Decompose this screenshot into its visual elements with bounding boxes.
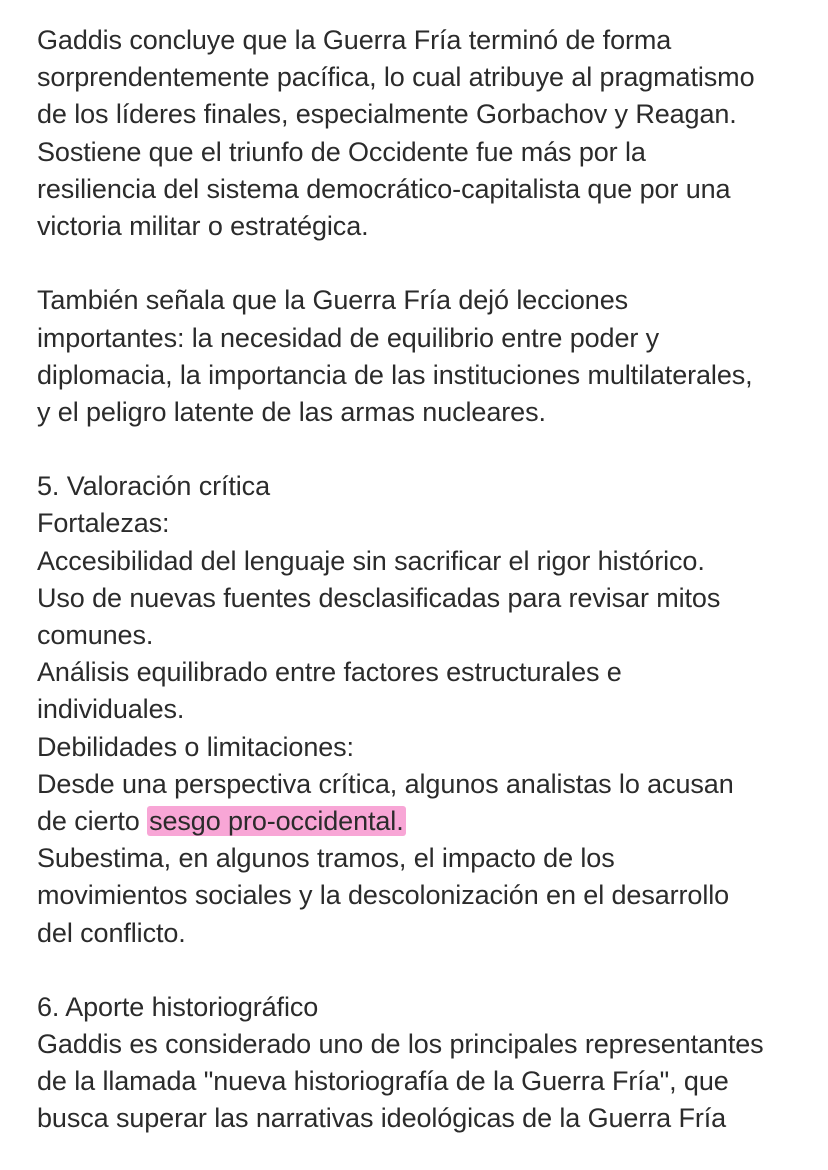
section-critical-assessment [37,468,817,951]
weaknesses-label: Debilidades o limitaciones: [37,731,354,762]
text-fragment: de cierto [37,805,148,836]
highlighted-text[interactable]: sesgo pro-occidental. [149,805,404,836]
text-line: Accesibilidad del lenguaje sin sacrificar el rigor histórico. [37,545,705,576]
section-heading: 6. Aporte historiográfico [37,991,319,1022]
paragraph-gap [37,431,817,468]
text-line: y el peligro latente de las armas nucleares. [37,396,546,427]
paragraph-gap [37,245,817,282]
text-line: Subestima, en algunos tramos, el impacto de los [37,843,615,874]
text-line: Uso de nuevas fuentes desclasificadas para revisar mitos [37,582,721,613]
paragraph-conclusion [37,22,817,245]
text-line: Desde una perspectiva crítica, algunos analistas lo acusan [37,768,734,799]
text-line: importantes: la necesidad de equilibrio entre poder y [37,322,660,353]
text-line: Análisis equilibrado entre factores estructurales e [37,657,622,688]
text-line: sorprendentemente pacífica, lo cual atribuye al pragmatismo [37,62,755,93]
text-line: diplomacia, la importancia de las instituciones multilaterales, [37,359,753,390]
text-line: Sostiene que el triunfo de Occidente fue más por la [37,136,646,167]
section-heading: 5. Valoración crítica [37,471,271,502]
strengths-label: Fortalezas: [37,508,170,539]
text-line: del conflicto. [37,917,186,948]
paragraph-gap [37,952,817,989]
text-line: resiliencia del sistema democrático-capitalista que por una [37,173,731,204]
text-line-with-highlight [37,803,817,840]
text-line: Gaddis concluye que la Guerra Fría terminó de forma [37,25,672,55]
document-body [37,22,817,1138]
text-line: busca superar las narrativas ideológicas de la Guerra Fría [37,1103,727,1134]
text-line: movimientos sociales y la descolonización en el desarrollo [37,880,730,911]
section-historiographic-contribution [37,989,817,1138]
text-line: Gaddis es considerado uno de los principales representantes [37,1029,764,1060]
text-line: victoria militar o estratégica. [37,210,369,241]
text-line: También señala que la Guerra Fría dejó lecciones [37,285,629,316]
text-line: individuales. [37,694,185,725]
paragraph-lessons [37,282,817,431]
text-line: comunes. [37,620,154,650]
text-line: de la llamada "nueva historiografía de la Guerra Fría", que [37,1066,729,1097]
text-line: de los líderes finales, especialmente Gorbachov y Reagan. [37,99,737,130]
